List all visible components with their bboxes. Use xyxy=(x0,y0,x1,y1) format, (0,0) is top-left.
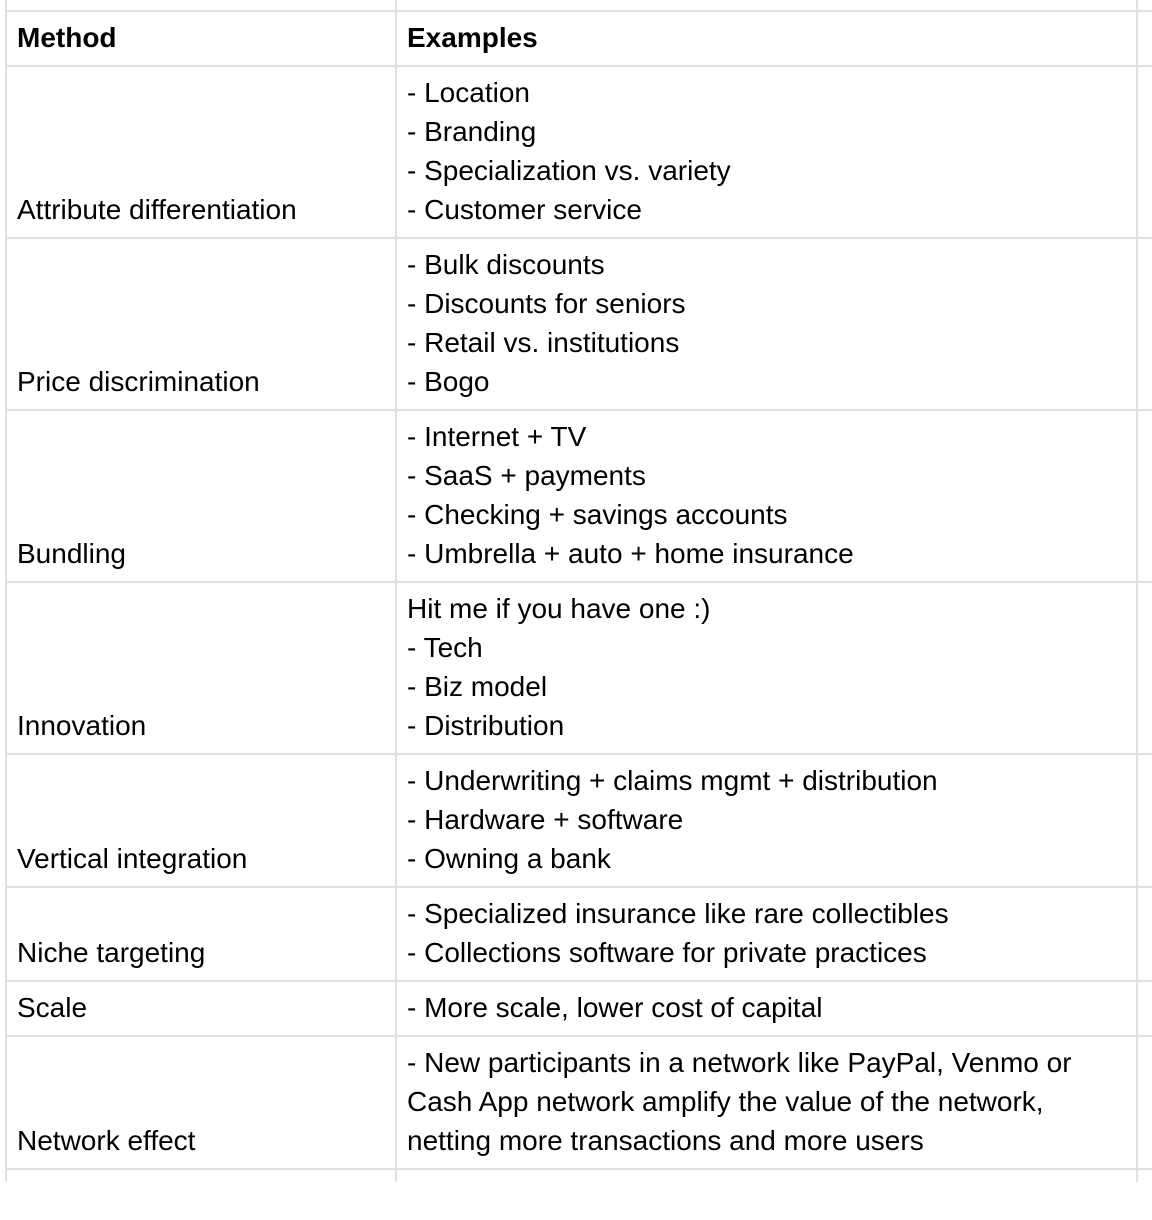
adjacent-column-cell[interactable] xyxy=(1137,238,1152,410)
table-body xyxy=(6,66,1152,1169)
partial-row-above xyxy=(6,0,1152,11)
example-line: - SaaS + payments xyxy=(407,460,646,491)
examples-cell[interactable] xyxy=(396,754,1137,887)
method-cell[interactable]: Attribute differentiation xyxy=(6,66,396,238)
examples-cell[interactable] xyxy=(396,238,1137,410)
example-line: - Owning a bank xyxy=(407,843,611,874)
partial-cell[interactable] xyxy=(1137,0,1152,11)
example-line: - Hardware + software xyxy=(407,804,684,835)
adjacent-column-cell[interactable] xyxy=(1137,1036,1152,1169)
example-line: Hit me if you have one :) xyxy=(407,593,711,624)
example-line: - Bogo xyxy=(407,366,490,397)
col-header-method[interactable]: Method xyxy=(6,11,396,66)
example-line: - Collections software for private practices xyxy=(407,937,927,968)
examples-cell[interactable] xyxy=(396,410,1137,582)
table-row xyxy=(6,887,1152,981)
example-line: - Discounts for seniors xyxy=(407,288,686,319)
partial-row-below xyxy=(6,1169,1152,1182)
header-row xyxy=(6,11,1152,66)
partial-cell[interactable] xyxy=(6,0,396,11)
table-row xyxy=(6,582,1152,754)
method-cell[interactable]: Niche targeting xyxy=(6,887,396,981)
partial-cell[interactable] xyxy=(6,1169,396,1182)
example-line: - Specialized insurance like rare collectibles xyxy=(407,898,949,929)
examples-cell[interactable] xyxy=(396,887,1137,981)
method-cell[interactable]: Price discrimination xyxy=(6,238,396,410)
example-line: - Branding xyxy=(407,116,537,147)
example-line: - Specialization vs. variety xyxy=(407,155,731,186)
adjacent-column-cell[interactable] xyxy=(1137,754,1152,887)
adjacent-column-cell[interactable] xyxy=(1137,11,1152,66)
example-line: - Retail vs. institutions xyxy=(407,327,680,358)
example-line: - Biz model xyxy=(407,671,548,702)
example-line: - More scale, lower cost of capital xyxy=(407,992,823,1023)
method-cell[interactable]: Scale xyxy=(6,981,396,1036)
table-row xyxy=(6,66,1152,238)
partial-cell[interactable] xyxy=(396,1169,1137,1182)
table-row xyxy=(6,1036,1152,1169)
adjacent-column-cell[interactable] xyxy=(1137,410,1152,582)
example-line: - Underwriting + claims mgmt + distribution xyxy=(407,765,938,796)
top-sliver-row-group xyxy=(6,0,1152,66)
table-row xyxy=(6,754,1152,887)
method-cell[interactable]: Network effect xyxy=(6,1036,396,1169)
method-cell[interactable]: Vertical integration xyxy=(6,754,396,887)
methods-examples-table xyxy=(5,0,1152,1182)
example-line: - Bulk discounts xyxy=(407,249,605,280)
examples-cell[interactable] xyxy=(396,1036,1137,1169)
partial-cell[interactable] xyxy=(1137,1169,1152,1182)
example-line: - Internet + TV xyxy=(407,421,587,452)
col-header-examples[interactable]: Examples xyxy=(396,11,1137,66)
table-row xyxy=(6,238,1152,410)
examples-cell[interactable] xyxy=(396,66,1137,238)
table-row xyxy=(6,981,1152,1036)
adjacent-column-cell[interactable] xyxy=(1137,582,1152,754)
adjacent-column-cell[interactable] xyxy=(1137,887,1152,981)
partial-cell[interactable] xyxy=(396,0,1137,11)
adjacent-column-cell[interactable] xyxy=(1137,981,1152,1036)
example-line: - Umbrella + auto + home insurance xyxy=(407,538,854,569)
examples-cell[interactable] xyxy=(396,981,1137,1036)
examples-cell[interactable] xyxy=(396,582,1137,754)
table-row xyxy=(6,410,1152,582)
method-cell[interactable]: Bundling xyxy=(6,410,396,582)
example-line: - Location xyxy=(407,77,530,108)
example-line: - Tech xyxy=(407,632,483,663)
example-line: - Customer service xyxy=(407,194,642,225)
example-line: - New participants in a network like PayPal, Venmo or Cash App network amplify the value of the network, netting more transactions and more users xyxy=(407,1047,1072,1156)
adjacent-column-cell[interactable] xyxy=(1137,66,1152,238)
bottom-sliver-row-group xyxy=(6,1169,1152,1182)
example-line: - Checking + savings accounts xyxy=(407,499,788,530)
example-line: - Distribution xyxy=(407,710,565,741)
method-cell[interactable]: Innovation xyxy=(6,582,396,754)
